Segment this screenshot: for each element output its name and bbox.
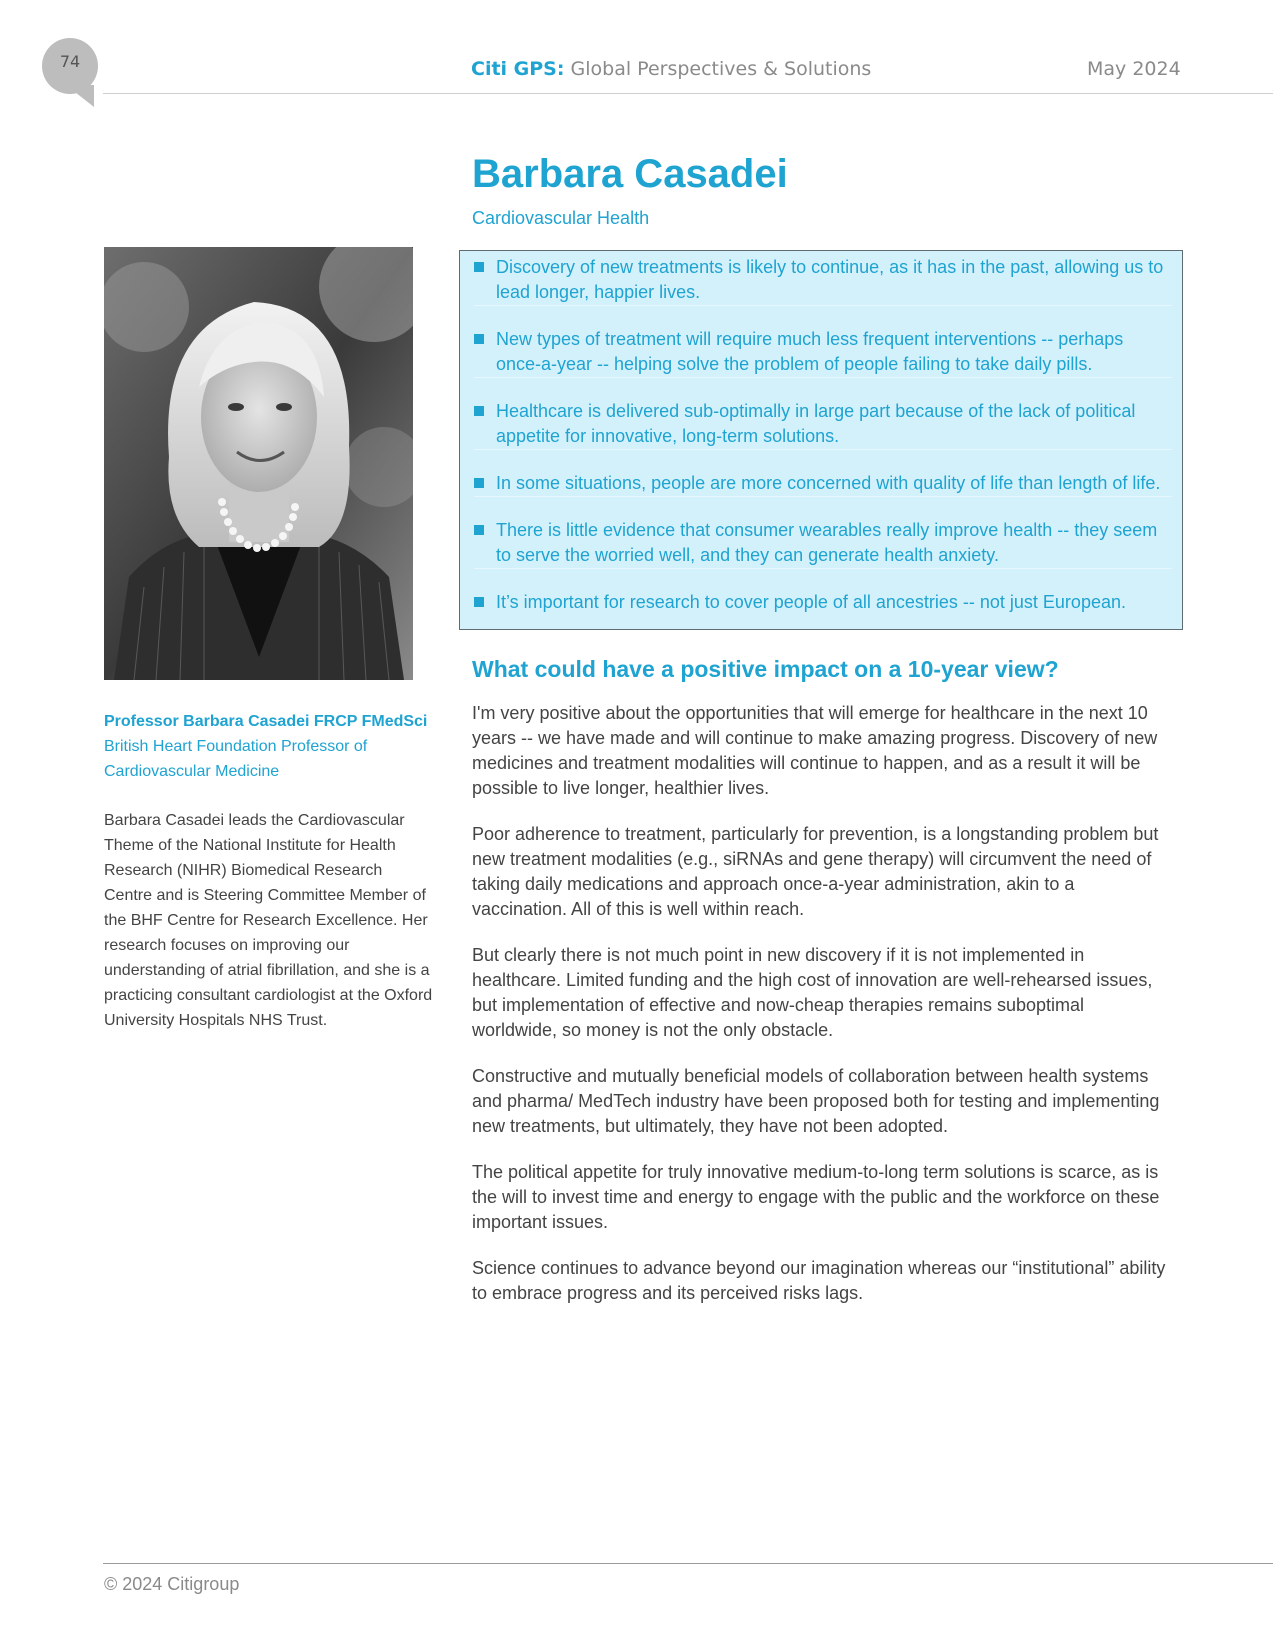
footer-divider	[103, 1563, 1273, 1564]
section-heading: What could have a positive impact on a 10-year view?	[472, 656, 1059, 682]
square-bullet-icon	[474, 406, 484, 416]
page-title: Barbara Casadei	[472, 152, 788, 196]
footer-copyright: © 2024 Citigroup	[104, 1574, 240, 1594]
page-number: 74	[59, 51, 81, 71]
body-paragraph: Constructive and mutually beneficial models of collaboration between health systems and pharma/ MedTech industry have been proposed both for testing and implementing new treatments, but ultimately, they have not been adopted.	[472, 1066, 1160, 1136]
header-date: May 2024	[1087, 58, 1181, 80]
square-bullet-icon	[474, 262, 484, 272]
key-points-callout	[459, 250, 1183, 630]
square-bullet-icon	[474, 597, 484, 607]
key-point-text: Discovery of new treatments is likely to continue, as it has in the past, allowing us to lead longer, happier lives.	[496, 257, 1164, 302]
header-brand	[471, 58, 871, 80]
key-point-text: Healthcare is delivered sub-optimally in large part because of the lack of political appetite for innovative, long-term solutions.	[496, 401, 1136, 446]
article-body	[472, 701, 1172, 1327]
page-subtitle: Cardiovascular Health	[472, 208, 650, 228]
key-point	[474, 471, 1172, 497]
key-point-text: There is little evidence that consumer wearables really improve health -- they seem to serve the worried well, and they can generate health anxiety.	[496, 520, 1158, 565]
square-bullet-icon	[474, 525, 484, 535]
author-bio: Barbara Casadei leads the Cardiovascular Theme of the National Institute for Health Research (NIHR) Biomedical Research Centre and is Steering Committee Member of the BHF Centre for Research Excellence. Her research focuses on improving our understanding of atrial fibrillation, and she is a practicing consultant cardiologist at the Oxford University Hospitals NHS Trust.	[104, 812, 433, 1029]
page-badge-tail	[66, 85, 94, 107]
author-role: British Heart Foundation Professor of Cardiovascular Medicine	[104, 738, 368, 780]
key-point	[474, 327, 1172, 378]
portrait-illustration	[104, 247, 413, 680]
square-bullet-icon	[474, 334, 484, 344]
key-point	[474, 255, 1172, 306]
key-point	[474, 590, 1172, 615]
header-divider	[103, 93, 1273, 94]
body-paragraph: But clearly there is not much point in new discovery if it is not implemented in healthcare. Limited funding and the high cost of innovation are well-rehearsed issues, but implementation of effective and now-cheap therapies remains suboptimal worldwide, so money is not the only obstacle.	[472, 945, 1153, 1040]
key-point	[474, 518, 1172, 569]
body-paragraph: Science continues to advance beyond our imagination whereas our “institutional” ability to embrace progress and its perceived risks lags.	[472, 1258, 1166, 1303]
author-sidebar	[104, 709, 434, 1033]
square-bullet-icon	[474, 478, 484, 488]
body-paragraph: I'm very positive about the opportunities that will emerge for healthcare in the next 10 years -- we have made and will continue to make amazing progress. Discovery of new medicines and treatment modalities will continue to happen, and as a result it will be possible to live longer, healthier lives.	[472, 703, 1158, 798]
brand-name: Citi GPS:	[471, 58, 565, 80]
portrait-photo	[104, 247, 413, 680]
key-point-text: It’s important for research to cover people of all ancestries -- not just European.	[496, 592, 1126, 612]
main-header	[472, 148, 1182, 230]
key-point-text: In some situations, people are more concerned with quality of life than length of life.	[496, 473, 1161, 493]
key-point	[474, 399, 1172, 450]
body-paragraph: The political appetite for truly innovative medium-to-long term solutions is scarce, as is the will to invest time and energy to engage with the public and the workforce on these important issues.	[472, 1162, 1160, 1232]
key-point-text: New types of treatment will require much less frequent interventions -- perhaps once-a-year -- helping solve the problem of people failing to take daily pills.	[496, 329, 1124, 374]
author-full-title: Professor Barbara Casadei FRCP FMedSci	[104, 713, 428, 730]
body-paragraph: Poor adherence to treatment, particularly for prevention, is a longstanding problem but new treatment modalities (e.g., siRNAs and gene therapy) will circumvent the need of taking daily medications and approach once-a-year administration, akin to a vaccination. All of this is well within reach.	[472, 824, 1159, 919]
brand-tagline: Global Perspectives & Solutions	[570, 58, 872, 80]
